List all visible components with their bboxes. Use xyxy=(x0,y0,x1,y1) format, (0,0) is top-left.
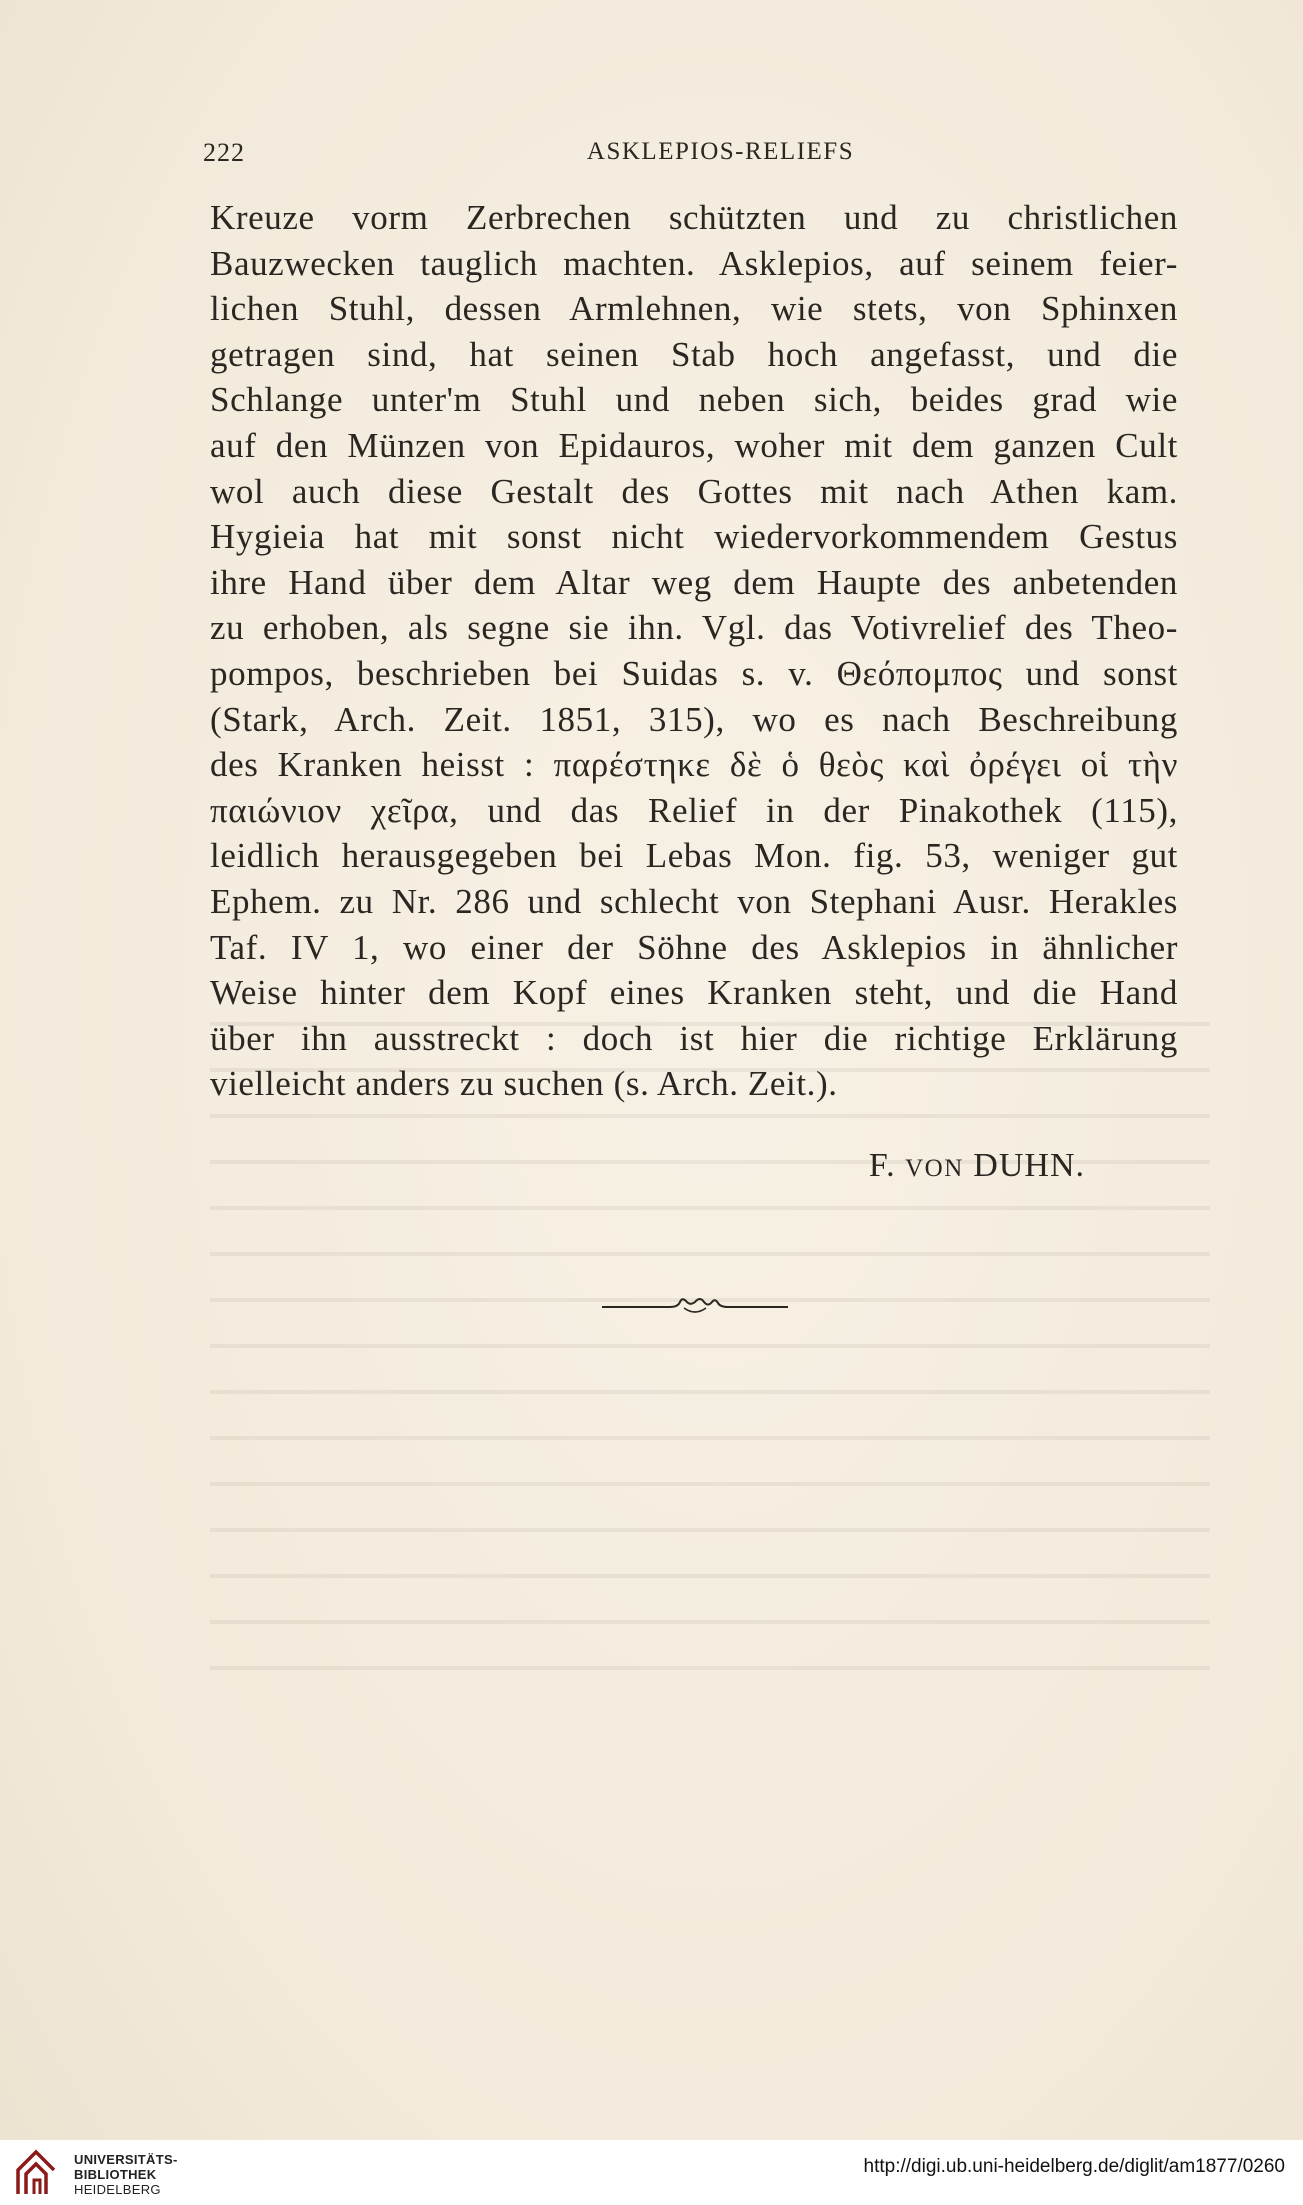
text-line: wol auch diese Gestalt des Gottes mit nach Athen kam. xyxy=(210,471,1178,511)
text-line: (Stark, Arch. Zeit. 1851, 315), wo es nach Beschreibung xyxy=(210,699,1178,739)
text-line: getragen sind, hat seinen Stab hoch angefasst, und die xyxy=(210,334,1178,374)
library-logo-icon xyxy=(14,2148,62,2198)
text-line: παιώνιον χεῖρα, und das Relief in der Pinakothek (115), xyxy=(210,790,1178,830)
text-line: leidlich herausgegeben bei Lebas Mon. fig. 53, weniger gut xyxy=(210,836,1178,876)
digitization-footer xyxy=(0,2140,1303,2205)
text-line: Weise hinter dem Kopf eines Kranken steht, und die Hand xyxy=(210,973,1178,1013)
library-name-line: UNIVERSITÄTS- xyxy=(74,2152,178,2167)
signature-surname: DUHN. xyxy=(973,1147,1085,1184)
text-line: lichen Stuhl, dessen Armlehnen, wie stets, von Sphinxen xyxy=(210,289,1178,329)
text-line: Taf. IV 1, wo einer der Söhne des Asklepios in ähnlicher xyxy=(210,927,1178,967)
text-line: Kreuze vorm Zerbrechen schützten und zu christlichen xyxy=(210,198,1178,237)
library-name-line: BIBLIOTHEK xyxy=(74,2167,157,2182)
signature-particle: VON xyxy=(905,1155,964,1182)
page-number: 222 xyxy=(203,138,245,167)
text-line: pompos, beschrieben bei Suidas s. v. Θεόπομπος und sonst xyxy=(210,653,1178,693)
text-line: vielleicht anders zu suchen (s. Arch. Zeit.). xyxy=(210,1064,838,1104)
text-line: über ihn ausstreckt : doch ist hier die richtige Erklärung xyxy=(210,1018,1178,1058)
signature-initial: F. xyxy=(868,1147,896,1184)
text-line: Hygieia hat mit sonst nicht wiedervorkommendem Gestus xyxy=(210,517,1178,557)
body-text xyxy=(210,195,1178,1107)
source-url-link[interactable]: http://digi.ub.uni-heidelberg.de/diglit/am1877/0260 xyxy=(863,2156,1285,2177)
text-line: des Kranken heisst : παρέστηκε δὲ ὁ θεὸς καὶ ὀρέγει οἱ τὴν xyxy=(210,745,1178,785)
library-name xyxy=(74,2152,178,2197)
text-line: ihre Hand über dem Altar weg dem Haupte des anbetenden xyxy=(210,562,1178,602)
text-line: Schlange unter'm Stuhl und neben sich, beides grad wie xyxy=(210,380,1178,420)
section-end-ornament-icon xyxy=(600,1290,790,1320)
library-name-line: HEIDELBERG xyxy=(74,2182,161,2197)
text-line: Bauzwecken tauglich machten. Asklepios, auf seinem feier- xyxy=(210,243,1178,283)
text-line: Ephem. zu Nr. 286 und schlecht von Stephani Ausr. Herakles xyxy=(210,881,1178,921)
text-line: auf den Münzen von Epidauros, woher mit dem ganzen Cult xyxy=(210,425,1178,465)
author-signature xyxy=(210,1147,1085,1185)
running-head xyxy=(203,138,1178,178)
running-title: ASKLEPIOS-RELIEFS xyxy=(586,138,855,165)
text-line: zu erhoben, als segne sie ihn. Vgl. das Votivrelief des Theo- xyxy=(210,608,1178,648)
